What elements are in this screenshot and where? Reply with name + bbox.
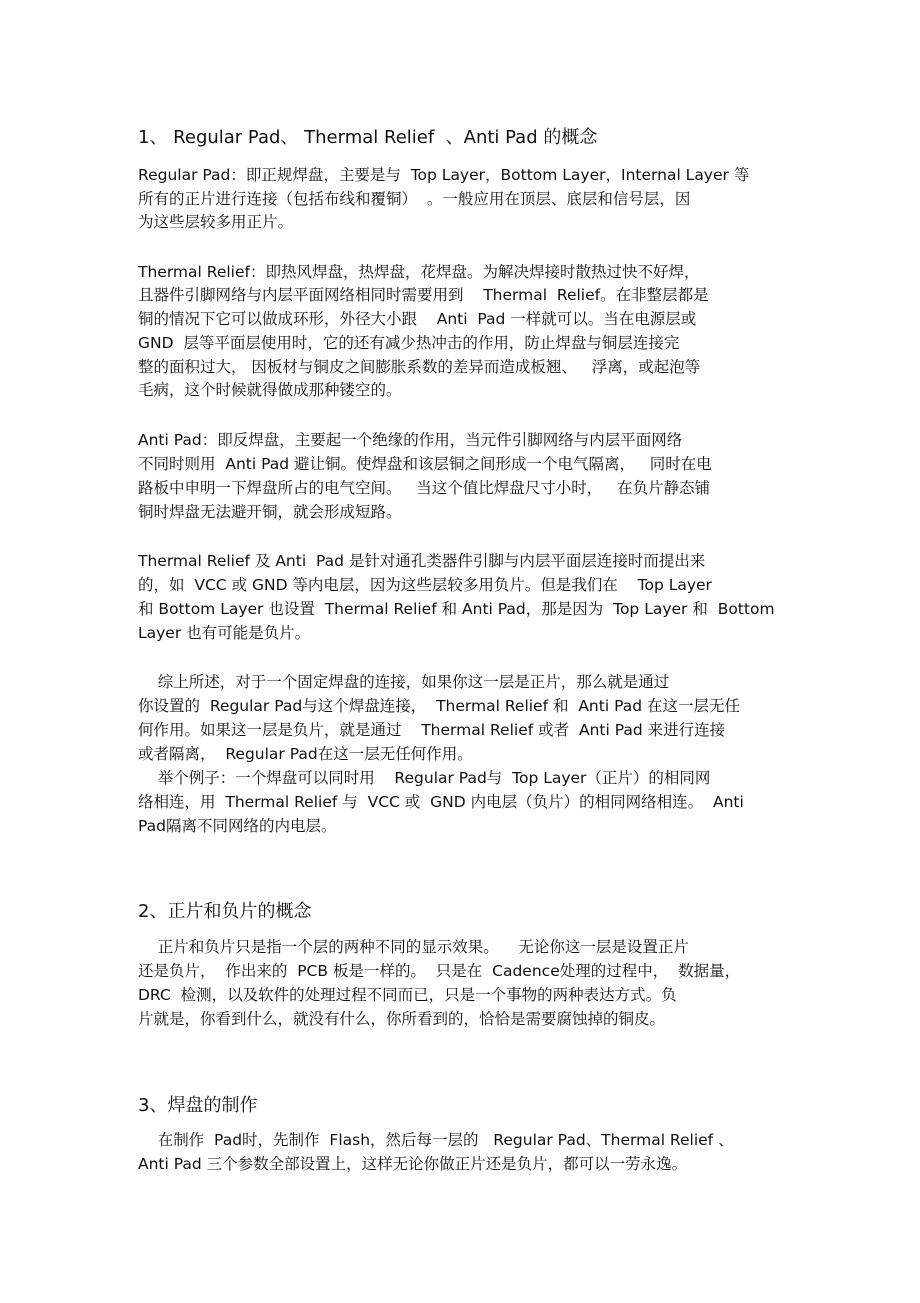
section-1-heading: 1、 Regular Pad、 Thermal Relief 、Anti Pad 的概念 (138, 127, 598, 148)
regular-pad-line-3: 为这些层较多用正片。 (138, 213, 294, 231)
section-3-line-1: 在制作 Pad时，先制作 Flash，然后每一层的 Regular Pad、Thermal Relief 、 (138, 1131, 734, 1149)
anti-pad-line-1: Anti Pad：即反焊盘，主要起一个绝缘的作用，当元件引脚网络与内层平面网络 (138, 431, 683, 449)
section-2-line-2: 还是负片， 作出来的 PCB 板是一样的。 只是在 Cadence处理的过程中， 数据量， (138, 962, 741, 980)
section-2-line-1: 正片和负片只是指一个层的两种不同的显示效果。 无论你这一层是设置正片 (138, 938, 689, 956)
section-2-line-4: 片就是，你看到什么，就没有什么，你所看到的，恰恰是需要腐蚀掉的铜皮。 (138, 1010, 666, 1028)
summary-line-2: 你设置的 Regular Pad与这个焊盘连接， Thermal Relief 和 Anti Pad 在这一层无任 (138, 697, 740, 715)
summary-line-4: 或者隔离， Regular Pad在这一层无任何作用。 (138, 745, 473, 763)
thermal-relief-line-5: 整的面积过大， 因板材与铜皮之间膨胀系数的差异而造成板翘、 浮离，或起泡等 (138, 358, 701, 376)
regular-pad-line-1: Regular Pad：即正规焊盘，主要是与 Top Layer，Bottom Layer，Internal Layer 等 (138, 166, 750, 184)
thermal-and-anti-line-1: Thermal Relief 及 Anti Pad 是针对通孔类器件引脚与内层平面层连接时而提出来 (138, 552, 706, 570)
thermal-and-anti-line-2: 的，如 VCC 或 GND 等内电层，因为这些层较多用负片。但是我们在 Top Layer (138, 576, 712, 594)
section-3-line-2: Anti Pad 三个参数全部设置上，这样无论你做正片还是负片，都可以一劳永逸。 (138, 1155, 688, 1173)
anti-pad-line-4: 铜时焊盘无法避开铜，就会形成短路。 (138, 503, 402, 521)
thermal-relief-line-3: 铜的情况下它可以做成环形，外径大小跟 Anti Pad 一样就可以。当在电源层或 (138, 310, 697, 328)
summary-line-3: 何作用。如果这一层是负片，就是通过 Thermal Relief 或者 Anti Pad 来进行连接 (138, 721, 726, 739)
example-line-2: 络相连，用 Thermal Relief 与 VCC 或 GND 内电层（负片）的相同网络相连。 Anti (138, 793, 744, 811)
summary-line-1: 综上所述，对于一个固定焊盘的连接，如果你这一层是正片，那么就是通过 (138, 673, 670, 691)
thermal-relief-line-4: GND 层等平面层使用时，它的还有减少热冲击的作用，防止焊盘与铜层连接完 (138, 334, 680, 352)
section-3-heading: 3、焊盘的制作 (138, 1095, 258, 1116)
thermal-and-anti-line-3: 和 Bottom Layer 也设置 Thermal Relief 和 Anti Pad，那是因为 Top Layer 和 Bottom (138, 600, 775, 618)
section-2-heading: 2、正片和负片的概念 (138, 901, 312, 922)
section-2-line-3: DRC 检测，以及软件的处理过程不同而已，只是一个事物的两种表达方式。负 (138, 986, 677, 1004)
anti-pad-line-3: 路板中申明一下焊盘所占的电气空间。 当这个值比焊盘尺寸小时， 在负片静态铺 (138, 479, 711, 497)
thermal-and-anti-line-4: Layer 也有可能是负片。 (138, 624, 311, 642)
thermal-relief-line-1: Thermal Relief：即热风焊盘，热焊盘，花焊盘。为解决焊接时散热过快不好焊， (138, 263, 700, 281)
thermal-relief-line-2: 且器件引脚网络与内层平面网络相同时需要用到 Thermal Relief。在非整层都是 (138, 286, 709, 304)
regular-pad-line-2: 所有的正片进行连接（包括布线和覆铜） 。一般应用在顶层、底层和信号层，因 (138, 190, 691, 208)
example-line-3: Pad隔离不同网络的内电层。 (138, 817, 337, 835)
anti-pad-line-2: 不同时则用 Anti Pad 避让铜。使焊盘和该层铜之间形成一个电气隔离， 同时在电 (138, 455, 712, 473)
example-line-1: 举个例子：一个焊盘可以同时用 Regular Pad与 Top Layer（正片）的相同网 (138, 769, 711, 787)
thermal-relief-line-6: 毛病，这个时候就得做成那种镂空的。 (138, 381, 402, 399)
